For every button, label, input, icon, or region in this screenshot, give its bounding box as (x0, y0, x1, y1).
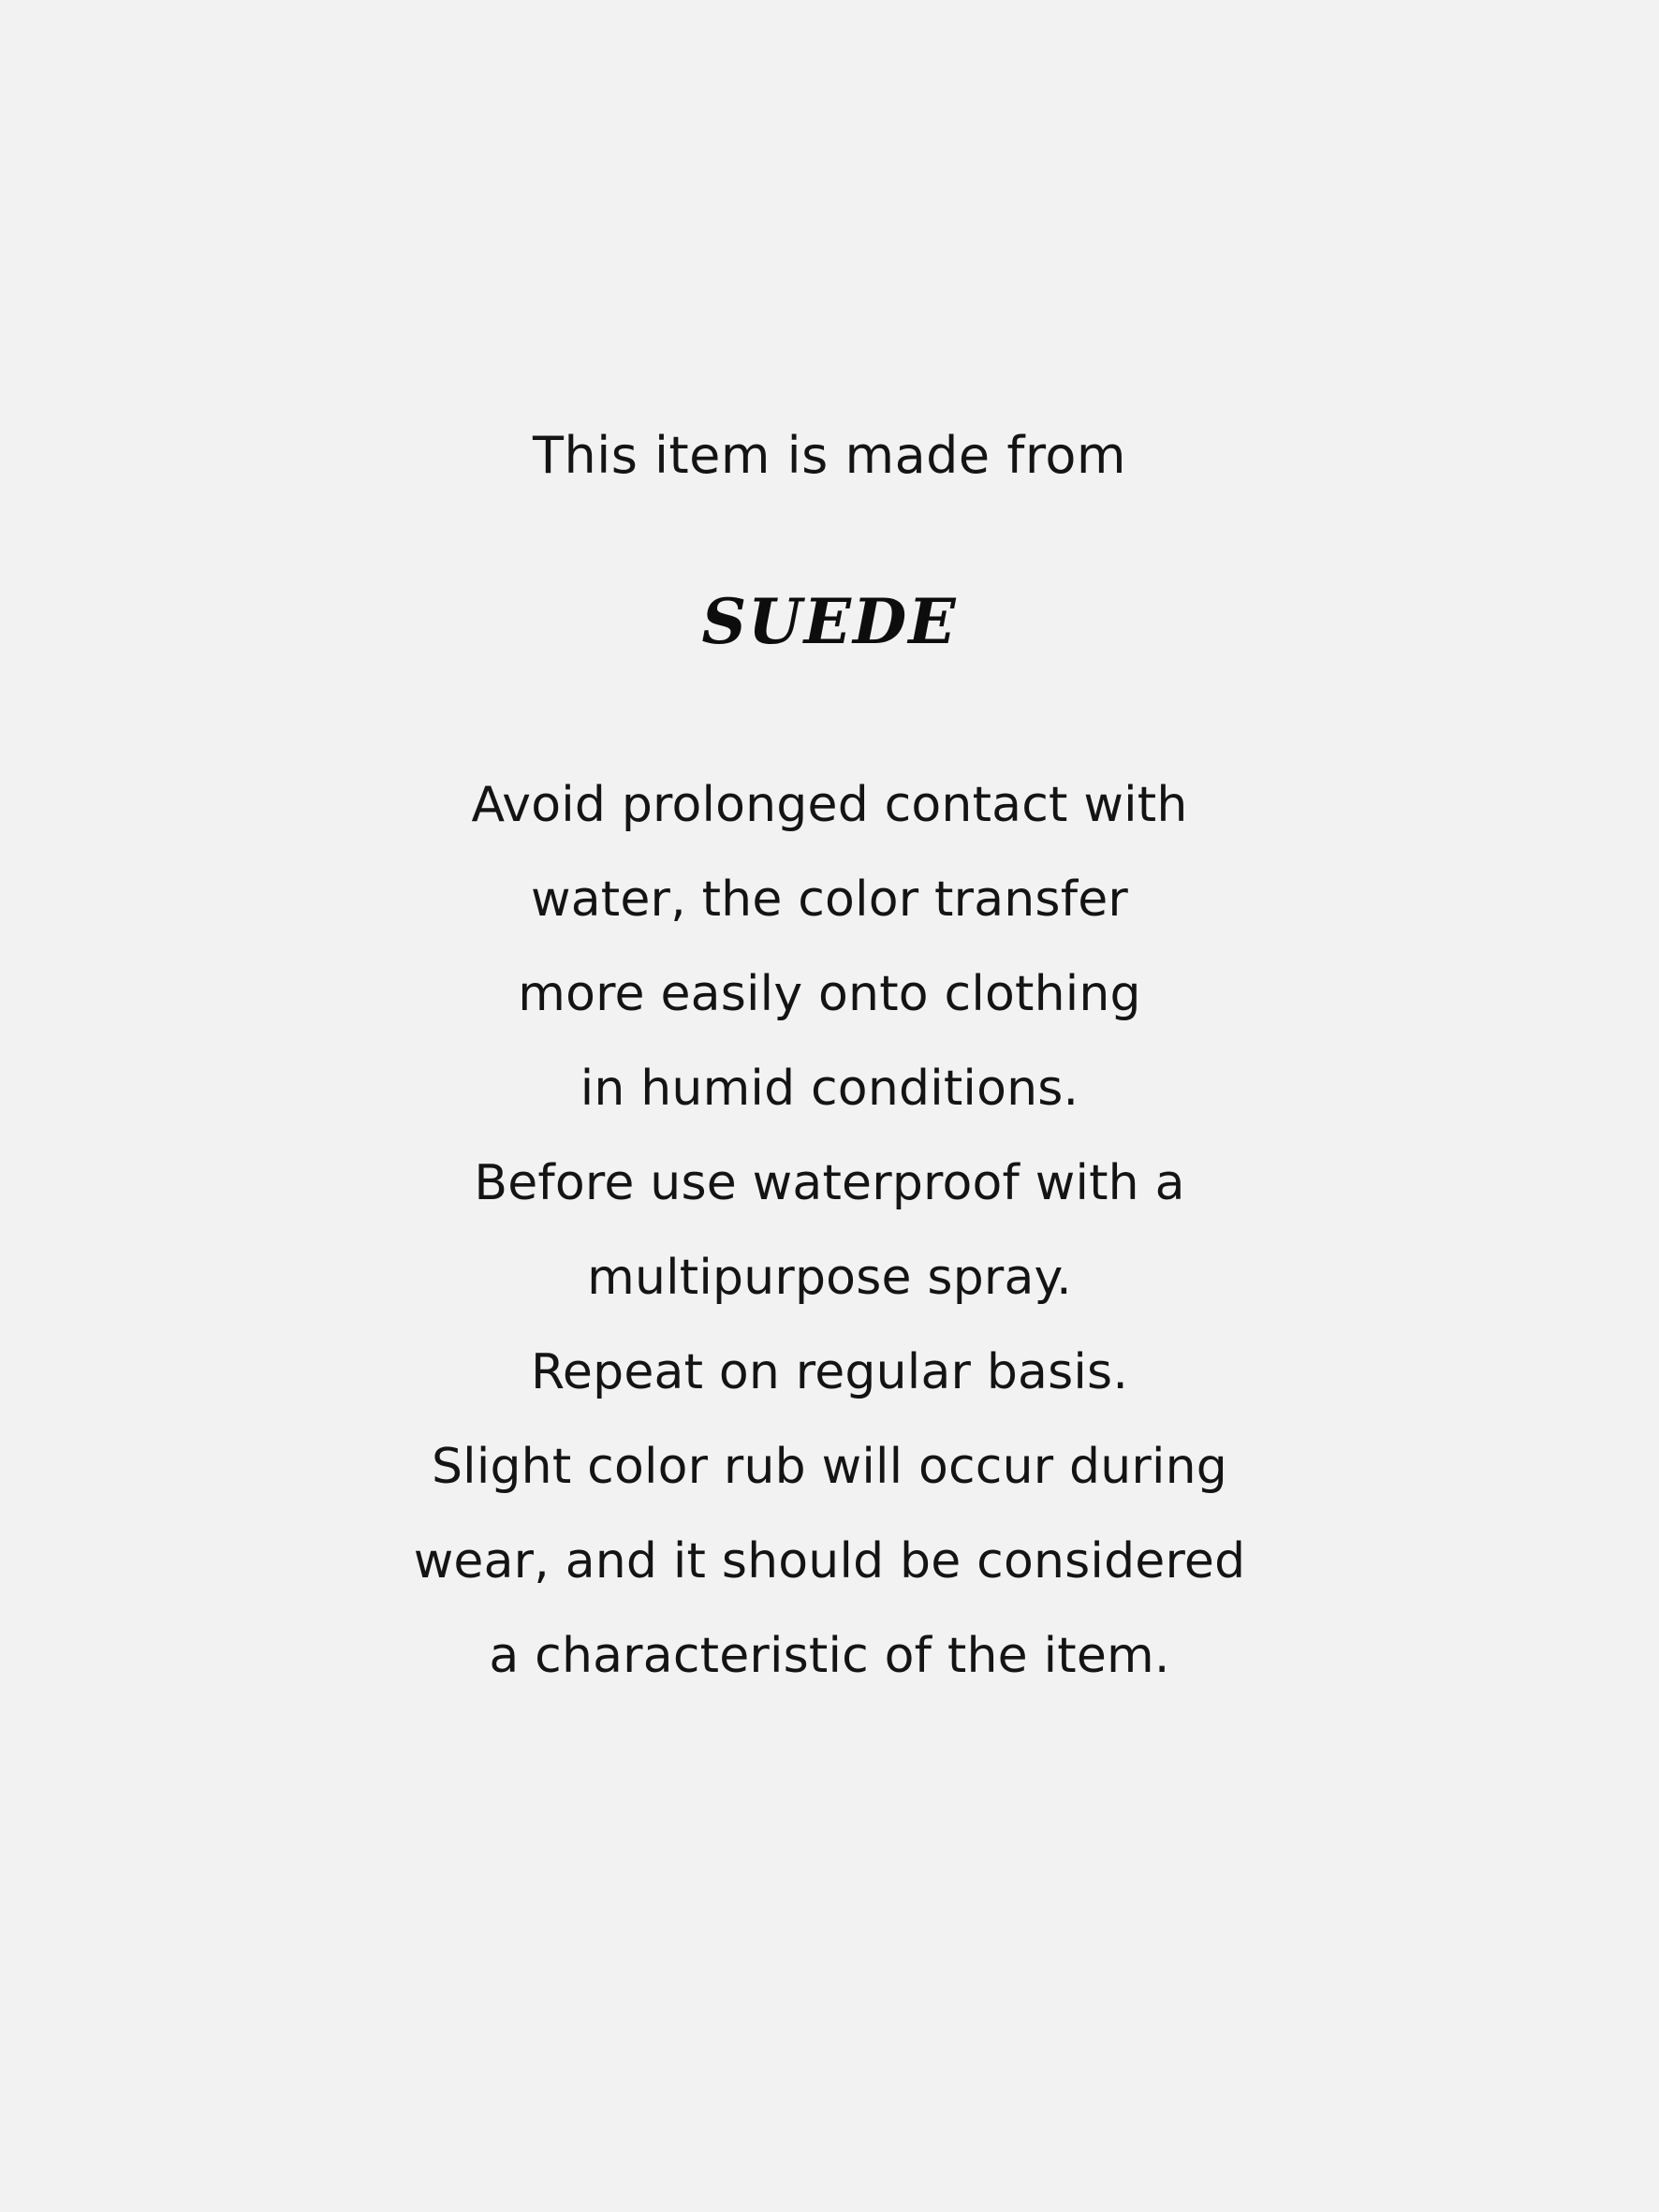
care-line: water, the color transfer (530, 872, 1128, 929)
care-line: Repeat on regular basis. (530, 1344, 1129, 1401)
care-line: in humid conditions. (580, 1061, 1079, 1118)
care-instructions (414, 758, 1246, 1704)
care-line: more easily onto clothing (518, 966, 1141, 1023)
care-line: wear, and it should be considered (413, 1533, 1246, 1590)
care-line: Before use waterproof with a (474, 1155, 1185, 1212)
intro-text: This item is made from (532, 426, 1126, 485)
care-line: Avoid prolonged contact with (471, 777, 1188, 834)
material-name: SUEDE (701, 584, 958, 658)
care-line: multipurpose spray. (587, 1250, 1072, 1307)
care-line: Slight color rub will occur during (431, 1439, 1228, 1496)
care-line: a characteristic of the item. (489, 1628, 1170, 1685)
